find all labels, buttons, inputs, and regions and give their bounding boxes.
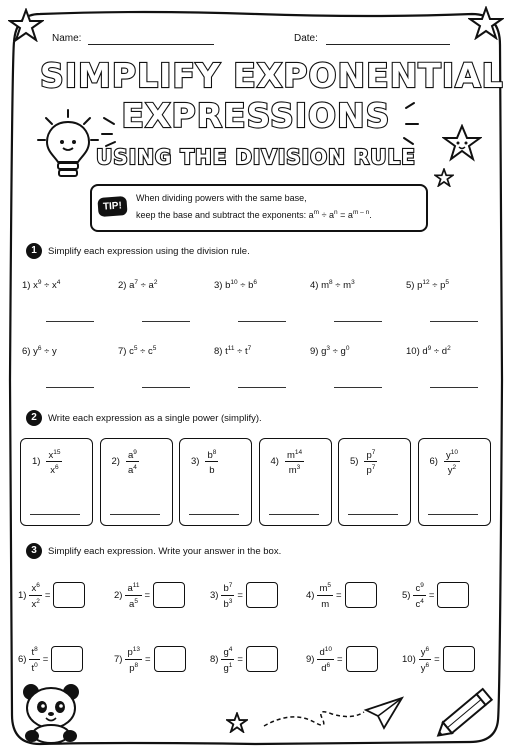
equals-sign: = bbox=[336, 653, 343, 665]
section-2-title: Write each expression as a single power (simplify). bbox=[48, 413, 262, 424]
denominator-exponent: 1 bbox=[228, 661, 233, 669]
tip-exp-diff: m – n bbox=[352, 209, 370, 216]
denominator-exponent: 5 bbox=[134, 597, 138, 605]
denominator bbox=[127, 596, 140, 610]
problem-number: 4) bbox=[306, 589, 315, 601]
panda-icon bbox=[18, 680, 84, 744]
dividend-exponent: 11 bbox=[227, 345, 235, 352]
dividend-base: m bbox=[321, 280, 330, 292]
section-3-number: 3 bbox=[26, 543, 42, 559]
dividend-base: t bbox=[225, 346, 228, 358]
fraction bbox=[125, 580, 141, 609]
denominator-exponent: 6 bbox=[55, 464, 59, 472]
numerator-base: g bbox=[223, 647, 229, 659]
numerator-exponent: 9 bbox=[133, 449, 137, 456]
section-3-title: Simplify each expression. Write your answer in the box. bbox=[48, 546, 282, 557]
answer-line[interactable] bbox=[46, 321, 94, 322]
denominator-exponent: 3 bbox=[296, 464, 301, 472]
numerator-exponent: 6 bbox=[425, 646, 430, 654]
denominator-base: x bbox=[50, 465, 55, 477]
star-icon bbox=[468, 6, 504, 40]
answer-line[interactable] bbox=[334, 387, 382, 388]
equals-sign: = bbox=[144, 589, 151, 601]
title-line-3: USING THE DIVISION RULE bbox=[96, 145, 416, 169]
answer-line[interactable] bbox=[269, 514, 319, 515]
numerator bbox=[29, 644, 39, 659]
numerator bbox=[46, 447, 62, 462]
answer-line[interactable] bbox=[142, 387, 190, 388]
answer-box[interactable] bbox=[346, 646, 378, 672]
numerator-base: m bbox=[286, 450, 295, 462]
answer-box[interactable] bbox=[246, 582, 278, 608]
denominator bbox=[221, 596, 234, 610]
problem-number: 3) bbox=[210, 589, 219, 601]
denominator bbox=[207, 462, 216, 476]
numerator-exponent: 7 bbox=[371, 449, 376, 456]
numerator bbox=[221, 644, 234, 659]
numerator bbox=[364, 447, 377, 462]
numerator-exponent: 8 bbox=[212, 449, 217, 456]
denominator bbox=[127, 660, 140, 674]
dividend-base: b bbox=[225, 280, 231, 292]
problem-number: 1) bbox=[22, 280, 31, 292]
denominator-base: m bbox=[288, 465, 297, 477]
denominator-base: x bbox=[31, 598, 37, 610]
answer-box[interactable] bbox=[53, 582, 85, 608]
problem bbox=[306, 580, 377, 610]
tip-exp-n: n bbox=[334, 209, 338, 216]
denominator bbox=[446, 462, 458, 476]
denominator-exponent: 6 bbox=[425, 661, 430, 669]
problem bbox=[114, 580, 185, 610]
divisor-base: p bbox=[440, 280, 446, 292]
title-line-2: EXPRESSIONS bbox=[121, 96, 391, 135]
denominator-exponent: 2 bbox=[36, 597, 40, 605]
dividend-base: p bbox=[417, 280, 423, 292]
divisor-exponent: 6 bbox=[253, 279, 258, 286]
fraction bbox=[285, 447, 304, 476]
problem-number: 6) bbox=[18, 653, 27, 665]
numerator-base: p bbox=[127, 647, 133, 659]
numerator-exponent: 10 bbox=[324, 646, 332, 654]
dividend-base: g bbox=[321, 346, 327, 358]
tip-base: a bbox=[347, 210, 353, 220]
equals-sign: = bbox=[237, 589, 243, 601]
numerator-base: y bbox=[445, 450, 451, 462]
problem: 5) $p^{12} \div p^5$ bbox=[406, 279, 450, 292]
problem-number: 2) bbox=[114, 589, 123, 601]
dividend-base: d bbox=[422, 346, 428, 358]
tip-base: a bbox=[329, 210, 335, 220]
answer-box[interactable] bbox=[51, 646, 83, 672]
dividend-exponent: 5 bbox=[133, 345, 138, 352]
divisor-base: x bbox=[51, 280, 57, 292]
numerator-base: b bbox=[223, 583, 229, 595]
divisor-base: t bbox=[244, 346, 248, 358]
numerator-exponent: 10 bbox=[450, 449, 458, 456]
answer-box[interactable] bbox=[345, 582, 377, 608]
numerator-exponent: 5 bbox=[327, 582, 331, 590]
answer-line[interactable] bbox=[334, 321, 382, 322]
dividend-exponent: 10 bbox=[230, 279, 238, 286]
star-icon bbox=[8, 8, 44, 42]
numerator-exponent: 4 bbox=[228, 646, 233, 654]
date-label: Date: bbox=[294, 33, 318, 44]
tip-divide: ÷ bbox=[319, 210, 330, 220]
denominator bbox=[319, 596, 331, 610]
denominator-base: a bbox=[127, 465, 134, 477]
problem: 10) $d^9 \div d^2$ bbox=[406, 345, 451, 358]
denominator bbox=[29, 660, 39, 674]
numerator bbox=[29, 580, 41, 595]
problem-number: 4) bbox=[270, 456, 279, 468]
problem-number: 5) bbox=[402, 589, 411, 601]
card-expression bbox=[191, 447, 218, 476]
equals-sign: = bbox=[144, 653, 151, 665]
problem-number: 5) bbox=[406, 280, 415, 292]
numerator-base: t bbox=[31, 647, 35, 659]
problem bbox=[18, 644, 83, 674]
answer-line[interactable] bbox=[142, 321, 190, 322]
divisor-base: m bbox=[343, 280, 352, 292]
dividend-exponent: 6 bbox=[37, 345, 42, 352]
name-label: Name: bbox=[52, 33, 82, 44]
divisor-exponent: 5 bbox=[445, 279, 450, 286]
problem bbox=[114, 644, 186, 674]
problem: 3) $b^{10} \div b^6$ bbox=[214, 279, 258, 292]
denominator-base: y bbox=[447, 465, 453, 477]
equals-sign: = bbox=[42, 653, 49, 665]
denominator-base: p bbox=[366, 465, 372, 477]
problem-number: 7) bbox=[114, 653, 123, 665]
numerator bbox=[205, 447, 218, 462]
denominator-base: a bbox=[129, 598, 135, 610]
divisor-exponent: 5 bbox=[152, 345, 157, 352]
numerator bbox=[317, 644, 334, 659]
fraction bbox=[444, 447, 460, 476]
denominator-exponent: 8 bbox=[134, 661, 139, 669]
fraction bbox=[221, 580, 234, 609]
denominator-base: g bbox=[223, 662, 229, 674]
tip-period: . bbox=[369, 210, 372, 220]
numerator-exponent: 11 bbox=[132, 582, 140, 590]
denominator-exponent: 3 bbox=[228, 597, 233, 605]
problem-number: 4) bbox=[310, 280, 319, 292]
denominator-exponent: 4 bbox=[133, 464, 137, 472]
numerator-base: c bbox=[415, 583, 421, 595]
answer-box[interactable] bbox=[246, 646, 278, 672]
problem bbox=[402, 644, 475, 674]
divisor-exponent: 3 bbox=[351, 279, 355, 286]
problem-number: 10) bbox=[402, 653, 416, 665]
divisor-base: y bbox=[51, 346, 57, 358]
problem: 8) $t^{11} \div t^7$ bbox=[214, 345, 252, 358]
answer-box[interactable] bbox=[443, 646, 475, 672]
divisor-base: d bbox=[441, 346, 448, 358]
equals-sign: = bbox=[428, 589, 435, 601]
fraction bbox=[221, 644, 234, 673]
divisor-base: g bbox=[340, 346, 346, 358]
denominator bbox=[126, 462, 139, 476]
dividend-exponent: 3 bbox=[326, 345, 331, 352]
divisor-exponent: 0 bbox=[345, 345, 350, 352]
numerator bbox=[221, 580, 234, 595]
answer-line[interactable] bbox=[238, 321, 286, 322]
answer-line[interactable] bbox=[428, 514, 478, 515]
numerator-base: p bbox=[366, 450, 372, 462]
problem: 6) $y^6 \div y$ bbox=[22, 345, 57, 358]
answer-line[interactable] bbox=[46, 387, 94, 388]
fraction bbox=[126, 447, 139, 476]
answer-line[interactable] bbox=[110, 514, 160, 515]
divisor-base: b bbox=[248, 280, 254, 292]
divisor-base: a bbox=[148, 280, 154, 292]
problem: 4) $m^8 \div m^3$ bbox=[310, 279, 355, 292]
numerator-base: m bbox=[319, 583, 328, 595]
denominator bbox=[29, 596, 41, 610]
dividend-base: a bbox=[129, 280, 135, 292]
denominator bbox=[364, 462, 377, 476]
denominator bbox=[48, 462, 60, 476]
numerator-exponent: 8 bbox=[34, 646, 38, 654]
fraction bbox=[364, 447, 377, 476]
numerator-base: y bbox=[420, 647, 426, 659]
fraction bbox=[317, 644, 334, 673]
card-expression bbox=[350, 447, 377, 476]
card-expression bbox=[271, 447, 305, 476]
denominator bbox=[413, 596, 425, 610]
numerator-base: a bbox=[127, 450, 134, 462]
fraction bbox=[205, 447, 218, 476]
tip-base: a bbox=[308, 210, 314, 220]
denominator-exponent: 2 bbox=[452, 464, 457, 472]
problem-number: 5) bbox=[350, 456, 359, 468]
dividend-exponent: 9 bbox=[37, 279, 42, 286]
divisor-exponent: 2 bbox=[447, 345, 451, 352]
dividend-exponent: 9 bbox=[427, 345, 432, 352]
problem-number: 8) bbox=[210, 653, 219, 665]
numerator-exponent: 13 bbox=[132, 646, 140, 654]
fraction bbox=[419, 644, 431, 673]
answer-box[interactable] bbox=[153, 582, 185, 608]
problem-number: 3) bbox=[214, 280, 223, 292]
problem: 2) $a^7 \div a^2$ bbox=[118, 279, 158, 292]
problem-number: 2) bbox=[118, 280, 127, 292]
problem: 7) $c^5 \div c^5$ bbox=[118, 345, 157, 358]
problem bbox=[402, 580, 469, 610]
numerator-exponent: 15 bbox=[53, 449, 61, 456]
problem-number: 9) bbox=[306, 653, 315, 665]
equals-sign: = bbox=[434, 653, 440, 665]
tip-badge: TIP! bbox=[97, 196, 127, 217]
denominator-base: d bbox=[321, 662, 327, 674]
card-expression bbox=[112, 447, 139, 476]
section-1-number: 1 bbox=[26, 243, 42, 259]
numerator bbox=[444, 447, 460, 462]
answer-line[interactable] bbox=[238, 387, 286, 388]
smiling-star-icon bbox=[442, 124, 482, 162]
numerator bbox=[317, 580, 333, 595]
divisor-exponent: 7 bbox=[247, 345, 252, 352]
answer-line[interactable] bbox=[30, 514, 80, 515]
fraction bbox=[413, 580, 425, 609]
denominator-exponent: 6 bbox=[326, 661, 331, 669]
dividend-base: y bbox=[33, 346, 38, 358]
denominator bbox=[287, 462, 303, 476]
problem-number: 10) bbox=[406, 346, 420, 358]
title-line-1: SIMPLIFY EXPONENTIAL bbox=[40, 56, 504, 95]
fraction bbox=[29, 644, 39, 673]
problem-number: 1) bbox=[32, 456, 41, 468]
card-expression bbox=[32, 447, 62, 476]
star-icon bbox=[434, 168, 454, 187]
problem-number: 6) bbox=[22, 346, 31, 358]
problem-number: 1) bbox=[18, 589, 27, 601]
numerator bbox=[419, 644, 431, 659]
numerator bbox=[413, 580, 425, 595]
numerator-base: d bbox=[319, 647, 325, 659]
equals-sign: = bbox=[336, 589, 342, 601]
tip-line-1: When dividing powers with the same base, bbox=[136, 193, 307, 203]
denominator-exponent: 7 bbox=[371, 464, 376, 472]
denominator-base: b bbox=[223, 598, 229, 610]
problem-number: 6) bbox=[429, 456, 438, 468]
lightbulb-icon bbox=[34, 108, 104, 184]
numerator-base: a bbox=[127, 583, 133, 595]
fraction bbox=[125, 644, 142, 673]
denominator bbox=[319, 660, 332, 674]
numerator-exponent: 6 bbox=[36, 582, 40, 590]
divisor-base: c bbox=[147, 346, 153, 358]
problem-number: 7) bbox=[118, 346, 127, 358]
tip-line-2 bbox=[136, 206, 372, 222]
answer-line[interactable] bbox=[348, 514, 398, 515]
problem bbox=[18, 580, 85, 610]
problem bbox=[210, 580, 278, 610]
answer-box[interactable] bbox=[437, 582, 469, 608]
date-field[interactable] bbox=[326, 44, 450, 45]
denominator bbox=[419, 660, 431, 674]
dividend-exponent: 8 bbox=[329, 279, 333, 286]
section-2-number: 2 bbox=[26, 410, 42, 426]
problem-number: 9) bbox=[310, 346, 319, 358]
tip-equals: = bbox=[337, 210, 348, 220]
denominator-base: b bbox=[209, 465, 215, 477]
section-1-title: Simplify each expression using the division rule. bbox=[48, 246, 250, 257]
tip-line-2-text: keep the base and subtract the exponents: bbox=[136, 210, 309, 220]
denominator-base: c bbox=[415, 598, 421, 610]
answer-line[interactable] bbox=[189, 514, 239, 515]
problem: 1) $x^9 \div x^4$ bbox=[22, 279, 61, 292]
problem bbox=[306, 644, 378, 674]
dividend-base: x bbox=[33, 280, 38, 292]
dividend-exponent: 7 bbox=[134, 279, 139, 286]
pencil-icon bbox=[428, 680, 502, 746]
denominator-exponent: 4 bbox=[420, 597, 424, 605]
numerator-exponent: 7 bbox=[228, 582, 233, 590]
problem-number: 3) bbox=[191, 456, 200, 468]
numerator-exponent: 9 bbox=[420, 582, 424, 590]
numerator-exponent: 14 bbox=[294, 449, 303, 456]
problem bbox=[210, 644, 278, 674]
paper-plane-icon bbox=[262, 690, 412, 740]
numerator-base: x bbox=[31, 583, 37, 595]
numerator bbox=[125, 644, 142, 659]
fraction bbox=[46, 447, 62, 476]
fraction bbox=[317, 580, 333, 609]
dividend-base: c bbox=[129, 346, 134, 358]
fraction bbox=[29, 580, 41, 609]
denominator-base: t bbox=[31, 662, 35, 674]
denominator-base: y bbox=[420, 662, 426, 674]
equals-sign: = bbox=[237, 653, 243, 665]
tip-exp-m: m bbox=[313, 209, 320, 216]
answer-line[interactable] bbox=[430, 321, 478, 322]
divisor-exponent: 2 bbox=[153, 279, 158, 286]
answer-box[interactable] bbox=[154, 646, 186, 672]
denominator bbox=[221, 660, 234, 674]
sparkle-marks bbox=[100, 100, 420, 150]
problem: 9) $g^3 \div g^0$ bbox=[310, 345, 350, 358]
equals-sign: = bbox=[44, 589, 51, 601]
numerator bbox=[125, 580, 141, 595]
dividend-exponent: 12 bbox=[422, 279, 430, 286]
answer-line[interactable] bbox=[430, 387, 478, 388]
numerator bbox=[126, 447, 139, 462]
numerator-base: b bbox=[207, 450, 213, 462]
numerator bbox=[285, 447, 304, 462]
denominator-base: p bbox=[129, 662, 135, 674]
problem-number: 2) bbox=[111, 456, 120, 468]
divisor-exponent: 4 bbox=[56, 279, 61, 286]
card-expression bbox=[430, 447, 460, 476]
star-icon bbox=[226, 712, 248, 733]
denominator-base: m bbox=[321, 598, 330, 610]
problem-number: 8) bbox=[214, 346, 223, 358]
denominator-exponent: 0 bbox=[34, 661, 38, 669]
numerator-base: x bbox=[48, 450, 54, 462]
name-field[interactable] bbox=[88, 44, 214, 45]
